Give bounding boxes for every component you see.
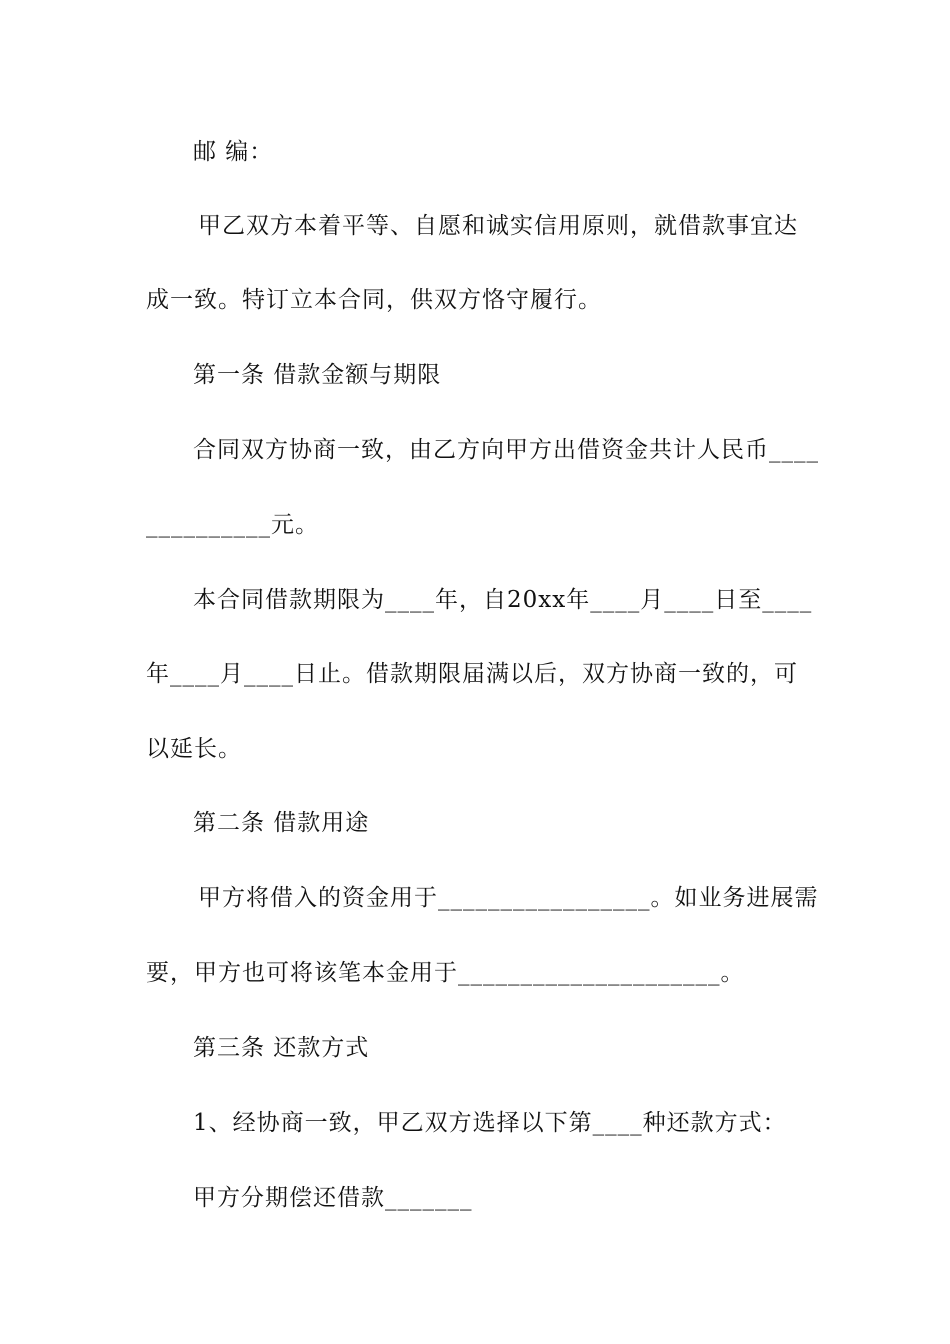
- article-3-installment-line: 甲方分期偿还借款_______: [193, 1185, 473, 1211]
- article-3-item-1: 1、经协商一致，甲乙双方选择以下第____种还款方式：: [193, 1110, 787, 1136]
- article-2-heading: 第二条 借款用途: [193, 810, 370, 836]
- article-2-paragraph-line-1: 甲方将借入的资金用于_________________。如业务进展需: [198, 885, 819, 911]
- article-2-paragraph-line-2: 要，甲方也可将该笔本金用于_____________________。: [146, 960, 745, 986]
- article-1-paragraph-2-line-3: 以延长。: [146, 736, 242, 762]
- article-3-heading: 第三条 还款方式: [193, 1035, 370, 1061]
- article-1-paragraph-1-line-1: 合同双方协商一致，由乙方向甲方出借资金共计人民币____: [193, 437, 819, 463]
- preamble-line-1: 甲乙双方本着平等、自愿和诚实信用原则，就借款事宜达: [198, 213, 798, 239]
- article-1-paragraph-2-line-1: 本合同借款期限为____年，自20xx年____月____日至____: [193, 587, 813, 613]
- article-1-heading: 第一条 借款金额与期限: [193, 362, 442, 388]
- postal-code-label: 邮 编：: [193, 139, 274, 165]
- article-1-paragraph-2-line-2: 年____月____日止。借款期限届满以后，双方协商一致的，可: [146, 661, 798, 687]
- article-1-paragraph-1-line-2: __________元。: [146, 512, 319, 538]
- preamble-line-2: 成一致。特订立本合同，供双方恪守履行。: [146, 287, 602, 313]
